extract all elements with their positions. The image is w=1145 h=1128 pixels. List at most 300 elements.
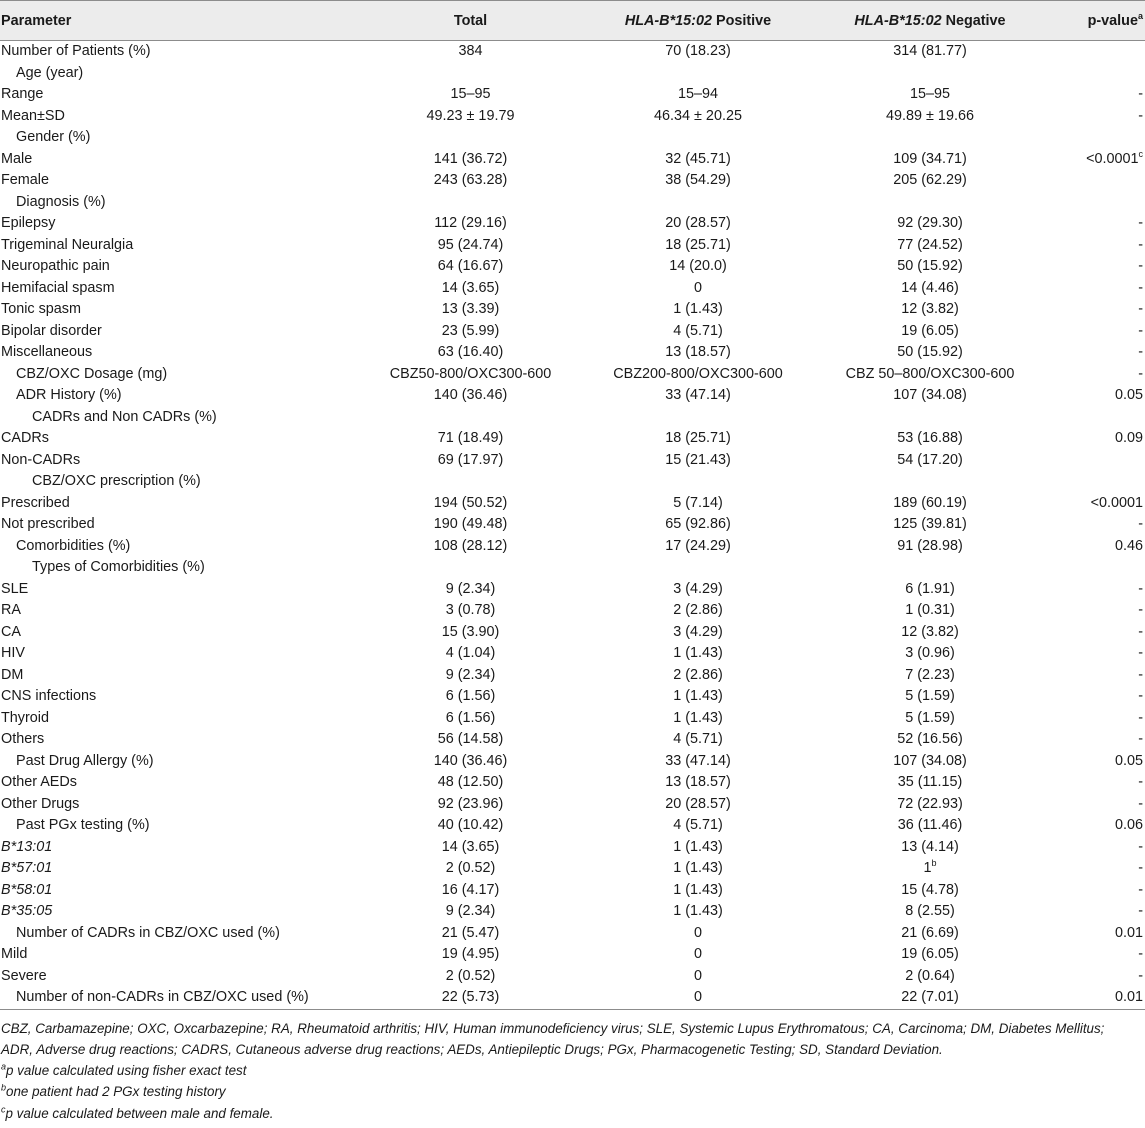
cell-pvalue [1043,63,1145,85]
cell-positive [579,557,817,579]
cell-parameter [0,923,362,945]
cell-total-text: 15–95 [450,86,491,102]
table-row [0,63,1145,85]
cell-negative-text: 91 (28.98) [897,537,963,554]
cell-parameter-text: CA [1,623,21,640]
cell-positive [579,751,817,773]
cell-total-text: 3 (0.78) [445,602,496,618]
cell-pvalue [1043,837,1145,859]
cell-positive [579,256,817,278]
cell-pvalue [1043,385,1145,407]
cell-total-text: 71 (18.49) [437,430,504,446]
cell-pvalue-text: - [1138,623,1143,640]
cell-positive-text: 4 (5.71) [673,322,723,339]
cell-total [362,600,579,622]
cell-negative-text: 21 (6.69) [901,924,959,941]
cell-parameter [0,901,362,923]
header-negative-word: Negative [945,12,1006,29]
cell-positive [579,987,817,1009]
table-row [0,342,1145,364]
cell-negative [817,557,1043,579]
cell-positive-text: 3 (4.29) [673,580,723,597]
cell-total-text: 190 (49.48) [433,516,508,532]
cell-total [362,213,579,235]
cell-negative [817,579,1043,601]
cell-total [362,815,579,837]
cell-total-text: 9 (2.34) [445,580,496,597]
table-row [0,213,1145,235]
cell-parameter-text: Types of Comorbidities (%) [32,559,205,575]
cell-parameter-text: Not prescribed [1,516,95,532]
table-row [0,536,1145,558]
cell-total-text: 49.23 ± 19.79 [426,107,515,124]
cell-parameter-text: Neuropathic pain [1,258,110,274]
cell-negative-text: 107 (34.08) [893,752,967,769]
table-row [0,557,1145,579]
cell-pvalue [1043,256,1145,278]
cell-total-text: 384 [458,43,483,59]
cell-pvalue [1043,987,1145,1009]
cell-negative [817,514,1043,536]
cell-positive [579,213,817,235]
cell-total-text: 22 (5.73) [441,989,500,1005]
cell-total-text: 21 (5.47) [441,924,500,941]
cell-pvalue-text: 0.46 [1114,537,1143,554]
cell-negative-text: 12 (3.82) [901,623,959,640]
cell-parameter [0,428,362,450]
cell-pvalue-text: - [1138,946,1143,962]
cell-pvalue [1043,149,1145,171]
cell-negative-text: 77 (24.52) [897,236,963,253]
footnote-c [1,1103,1144,1124]
cell-pvalue-text: - [1138,666,1143,683]
cell-parameter [0,858,362,880]
cell-total [362,880,579,902]
cell-parameter-text: CNS infections [1,688,97,704]
cell-total [362,149,579,171]
footnote-a-mark: a [1,1061,7,1072]
cell-parameter-text: CADRs [1,430,49,446]
cell-negative [817,364,1043,386]
cell-positive [579,407,817,429]
cell-total [362,858,579,880]
cell-pvalue-text: 0.01 [1114,989,1143,1005]
cell-total-text: 2 (0.52) [445,967,496,984]
cell-positive-text: 1 (1.43) [673,903,723,919]
table-row [0,106,1145,128]
cell-negative [817,622,1043,644]
cell-positive-text: 2 (2.86) [673,602,723,618]
cell-positive [579,514,817,536]
cell-parameter [0,493,362,515]
cell-negative [817,729,1043,751]
cell-positive-text: 0 [693,946,702,962]
cell-parameter-text: Past Drug Allergy (%) [16,752,154,769]
cell-positive [579,794,817,816]
cell-positive [579,170,817,192]
table-row [0,321,1145,343]
cell-negative [817,321,1043,343]
table-row [0,815,1145,837]
cell-positive-text: 0 [693,989,702,1005]
cell-negative-text: 35 (11.15) [897,774,963,790]
table-row [0,385,1145,407]
table-row [0,493,1145,515]
table-row [0,84,1145,106]
cell-total-text: 14 (3.65) [441,838,500,855]
cell-parameter [0,321,362,343]
cell-parameter [0,622,362,644]
cell-pvalue [1043,643,1145,665]
cell-parameter-text: Number of non-CADRs in CBZ/OXC used (%) [16,989,309,1005]
cell-parameter-text: Diagnosis (%) [16,193,106,210]
cell-negative-text: 5 (1.59) [905,688,955,704]
cell-parameter-text: CBZ/OXC prescription (%) [32,473,201,489]
footnote-a-text: p value calculated using fisher exact test [6,1063,247,1079]
cell-positive [579,708,817,730]
cell-negative [817,751,1043,773]
cell-total [362,364,579,386]
cell-total [362,643,579,665]
cell-negative [817,471,1043,493]
cell-parameter [0,643,362,665]
cell-parameter-text: RA [1,602,21,618]
cell-parameter [0,794,362,816]
cell-negative [817,256,1043,278]
cell-positive-text: 20 (28.57) [665,215,731,231]
cell-negative [817,63,1043,85]
cell-parameter-text: SLE [1,580,29,597]
cell-negative-text: 50 (15.92) [897,258,963,274]
cell-negative [817,213,1043,235]
header-row [0,1,1145,41]
cell-total-text: 92 (23.96) [437,795,504,812]
cell-positive-text: 15 (21.43) [665,451,731,468]
cell-negative-text: 314 (81.77) [893,43,967,59]
table-row [0,665,1145,687]
cell-positive [579,127,817,149]
cell-parameter [0,278,362,300]
cell-total [362,299,579,321]
cell-positive-text: 13 (18.57) [665,344,731,360]
cell-negative [817,106,1043,128]
cell-total [362,665,579,687]
cell-positive [579,471,817,493]
table-row [0,471,1145,493]
table-row [0,751,1145,773]
cell-pvalue [1043,557,1145,579]
cell-positive-text: 20 (28.57) [665,795,731,812]
header-pvalue [1043,1,1145,41]
cell-total-text: 140 (36.46) [433,752,508,769]
cell-positive-text: 18 (25.71) [665,430,731,446]
cell-pvalue [1043,923,1145,945]
cell-parameter-text: Epilepsy [1,215,56,231]
cell-pvalue [1043,192,1145,214]
header-parameter: Parameter [0,1,362,41]
cell-parameter-text: Female [1,172,49,188]
cell-parameter [0,213,362,235]
table-row [0,622,1145,644]
cell-total-text: 141 (36.72) [433,150,508,167]
footnote-b-text: one patient had 2 PGx testing history [6,1084,226,1100]
cell-parameter [0,772,362,794]
cell-total-text: 23 (5.99) [441,322,500,339]
cell-total-text: 95 (24.74) [437,236,504,253]
cell-positive-text: CBZ200-800/OXC300-600 [613,365,783,382]
cell-total [362,321,579,343]
cell-total [362,987,579,1009]
cell-total-text: 6 (1.56) [445,688,496,704]
cell-total-text: 40 (10.42) [437,817,504,833]
cell-pvalue [1043,321,1145,343]
cell-positive-text: 38 (54.29) [665,172,731,188]
cell-pvalue-text: - [1138,602,1143,618]
footnote-a [1,1060,1144,1081]
cell-parameter [0,815,362,837]
cell-parameter-text: CADRs and Non CADRs (%) [32,408,217,425]
footnote-c-mark: c [1,1104,6,1115]
cell-pvalue-text: - [1138,645,1143,661]
cell-parameter [0,149,362,171]
cell-negative-text: 92 (29.30) [897,215,963,231]
table-row [0,901,1145,923]
cell-parameter-text: Severe [1,967,47,984]
cell-pvalue-text: - [1138,258,1143,274]
cell-pvalue-text: - [1138,881,1143,898]
cell-positive [579,536,817,558]
cell-positive-text: 0 [693,967,702,984]
cell-negative-text: 5 (1.59) [905,709,955,726]
cell-total-text: 56 (14.58) [437,731,504,747]
cell-pvalue [1043,944,1145,966]
table-row [0,923,1145,945]
cell-parameter [0,192,362,214]
cell-total [362,127,579,149]
table-row [0,407,1145,429]
cell-negative [817,944,1043,966]
table-row [0,600,1145,622]
cell-negative [817,837,1043,859]
cell-positive [579,106,817,128]
cell-pvalue-text: - [1138,365,1143,382]
cell-parameter-text: Gender (%) [16,129,91,145]
cell-total-text: 112 (29.16) [434,215,507,231]
cell-negative-text: 72 (22.93) [897,795,963,812]
cell-pvalue [1043,622,1145,644]
cell-negative [817,923,1043,945]
cell-positive [579,858,817,880]
cell-positive [579,278,817,300]
cell-negative-text: 2 (0.64) [905,967,955,984]
cell-total [362,536,579,558]
cell-parameter-text: Comorbidities (%) [16,537,131,554]
cell-negative [817,170,1043,192]
cell-parameter [0,127,362,149]
cell-negative-text: 8 (2.55) [905,903,955,919]
cell-total [362,235,579,257]
cell-pvalue [1043,794,1145,816]
cell-positive-text: 1 (1.43) [673,301,723,317]
cell-negative-text: 3 (0.96) [905,645,955,661]
cell-negative [817,708,1043,730]
cell-pvalue [1043,41,1145,63]
cell-parameter-text: Mean±SD [1,107,65,124]
cell-negative [817,815,1043,837]
table-row [0,149,1145,171]
cell-parameter-text: Bipolar disorder [1,322,102,339]
cell-parameter-text: HIV [1,645,25,661]
cell-positive [579,579,817,601]
cell-total-text: 13 (3.39) [441,301,500,317]
cell-total [362,256,579,278]
cell-positive [579,450,817,472]
cell-positive [579,192,817,214]
cell-pvalue [1043,751,1145,773]
cell-negative [817,149,1043,171]
cell-total [362,192,579,214]
cell-positive [579,63,817,85]
cell-negative-text: 50 (15.92) [897,344,963,360]
cell-positive [579,880,817,902]
cell-negative-text: 12 (3.82) [901,301,959,317]
table-row [0,428,1145,450]
cell-parameter [0,364,362,386]
cell-positive [579,923,817,945]
table-row [0,944,1145,966]
cell-total-text: 140 (36.46) [433,387,508,403]
header-positive [579,1,817,41]
cell-parameter-text: Miscellaneous [1,344,93,360]
cell-total [362,579,579,601]
header-pvalue-sup: a [1137,10,1143,21]
table-row [0,987,1145,1009]
cell-pvalue [1043,170,1145,192]
footnotes [0,1010,1145,1124]
cell-positive [579,901,817,923]
cell-total [362,966,579,988]
cell-pvalue-text: - [1138,86,1143,102]
cell-pvalue [1043,471,1145,493]
cell-total [362,63,579,85]
cell-positive [579,686,817,708]
cell-total [362,493,579,515]
cell-negative-text: 15–95 [909,86,951,102]
cell-parameter [0,837,362,859]
cell-negative-text: 54 (17.20) [897,451,963,468]
cell-parameter [0,579,362,601]
cell-positive-text: 1 (1.43) [673,838,723,855]
table-row [0,450,1145,472]
cell-pvalue [1043,729,1145,751]
cell-pvalue-text: <0.0001 [1090,494,1143,511]
cell-total [362,514,579,536]
cell-pvalue [1043,901,1145,923]
table-row [0,643,1145,665]
cell-total-text: 19 (4.95) [441,946,500,962]
cell-total [362,450,579,472]
cell-positive [579,729,817,751]
cell-parameter-text: CBZ/OXC Dosage (mg) [16,365,168,382]
cell-pvalue-text: - [1138,967,1143,984]
cell-pvalue [1043,665,1145,687]
cell-negative [817,901,1043,923]
cell-negative [817,428,1043,450]
cell-pvalue-text: - [1138,215,1143,231]
cell-positive [579,321,817,343]
table-row [0,278,1145,300]
cell-negative [817,278,1043,300]
cell-parameter [0,557,362,579]
cell-parameter-text: Age (year) [16,64,84,81]
cell-positive-text: 4 (5.71) [673,731,723,747]
cell-positive-text: 1 (1.43) [673,645,723,661]
cell-positive [579,428,817,450]
cell-negative-text: 189 (60.19) [893,494,967,511]
cell-total [362,794,579,816]
table-row [0,794,1145,816]
cell-parameter-text: B*58:01 [1,881,53,898]
cell-parameter [0,751,362,773]
cell-positive-text: 17 (24.29) [665,537,731,554]
table-row [0,686,1145,708]
cell-total-text: 9 (2.34) [445,666,496,683]
cell-pvalue-text: - [1138,322,1143,339]
cell-pvalue-text: - [1138,774,1143,790]
cell-negative [817,342,1043,364]
cell-pvalue-text: - [1138,860,1143,876]
cell-parameter-text: Tonic spasm [1,301,81,317]
cell-total-text: CBZ50-800/OXC300-600 [389,365,552,382]
cell-parameter-text: DM [1,666,24,683]
cell-pvalue [1043,278,1145,300]
cell-pvalue-text: 0.05 [1114,752,1143,769]
cell-pvalue-sup: c [1138,148,1143,159]
cell-total [362,106,579,128]
cell-positive [579,815,817,837]
cell-negative [817,880,1043,902]
cell-positive [579,772,817,794]
cell-positive [579,84,817,106]
cell-total [362,772,579,794]
table-row [0,880,1145,902]
footnote-abbreviations-1: CBZ, Carbamazepine; OXC, Oxcarbazepine; RA, Rheumatoid arthritis; HIV, Human immunodeficiency virus; SLE, Systemic Lupus Erythromatous; CA, Carcinoma; DM, Diabetes Mellitus; [1,1020,1105,1036]
table-row [0,299,1145,321]
cell-pvalue [1043,708,1145,730]
cell-parameter [0,106,362,128]
cell-total [362,428,579,450]
cell-positive-text: 0 [693,279,702,296]
cell-total-text: 63 (16.40) [437,344,504,360]
cell-parameter-text: Number of CADRs in CBZ/OXC used (%) [16,924,280,941]
cell-parameter [0,729,362,751]
cell-total-text: 194 (50.52) [433,494,508,511]
cell-parameter-text: Range [1,86,44,102]
cell-total [362,170,579,192]
cell-parameter [0,299,362,321]
cell-total-text: 48 (12.50) [437,774,504,790]
cell-negative [817,665,1043,687]
cell-pvalue [1043,342,1145,364]
cell-negative [817,643,1043,665]
cell-positive-text: 1 (1.43) [673,881,723,898]
header-total: Total [362,1,579,41]
cell-total-text: 14 (3.65) [441,279,500,296]
cell-negative [817,407,1043,429]
cell-total-text: 15 (3.90) [441,623,500,640]
cell-positive-text: 14 (20.0) [669,258,727,274]
header-positive-allele: HLA-B*15:02 [624,12,712,29]
